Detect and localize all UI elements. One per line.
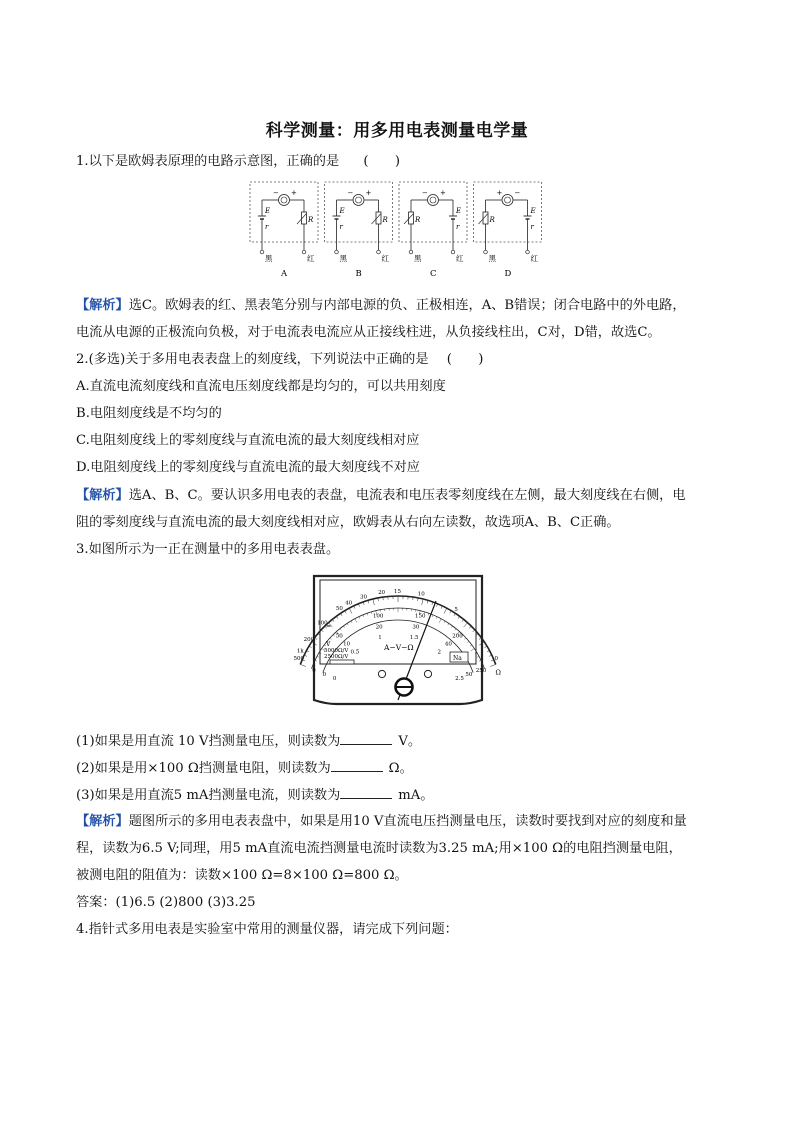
- svg-text:E: E: [339, 207, 345, 215]
- analysis-tag: 【解析】: [76, 814, 129, 829]
- meter-spec-1: 5000Ω/V: [324, 648, 349, 654]
- svg-text:黑: 黑: [488, 254, 496, 263]
- meter-ohm-tick-label: 30: [359, 594, 367, 601]
- svg-text:黑: 黑: [265, 254, 273, 263]
- meter-ohm-tick-label: 10: [417, 591, 425, 598]
- q2-option-b: B.电阻刻度线是不均匀的: [76, 406, 222, 421]
- meter-ohm-tick-label: 50: [335, 605, 343, 612]
- q2-analysis-line-2: 阻的零刻度线与直流电流的最大刻度线相对应，欧姆表从右向左读数，故选项A、B、C正确。: [76, 515, 620, 530]
- meter-dc-tick-label: 50: [465, 672, 473, 679]
- meter-dc-tick-label: 2.5: [455, 675, 464, 682]
- meter-ohm-tick-label: 15: [394, 589, 401, 595]
- svg-text:+: +: [365, 189, 372, 197]
- svg-text:+: +: [496, 189, 503, 197]
- analysis-text: 选C。欧姆表的红、黑表笔分别与内部电源的负、正极相连，A、B错误；闭合电路中的外电路，: [128, 298, 686, 313]
- svg-text:R: R: [382, 216, 388, 224]
- q2-option-d: D.电阻刻度线上的零刻度线与直流电流的最大刻度线不对应: [76, 460, 420, 475]
- svg-text:r: r: [456, 223, 460, 231]
- svg-text:黑: 黑: [339, 254, 347, 263]
- meter-ohm-unit: Ω: [495, 668, 501, 677]
- meter-dc-mark: =: [326, 623, 332, 630]
- svg-text:红: 红: [456, 254, 464, 263]
- galvanometer-icon: [428, 195, 439, 206]
- svg-text:红: 红: [381, 254, 389, 263]
- meter-dc-tick-label: 0: [322, 672, 327, 679]
- svg-text:红: 红: [307, 254, 315, 263]
- question-2-paren: ( ): [446, 352, 484, 367]
- meter-dc-tick-label: 40: [444, 641, 452, 648]
- meter-brand: Na: [453, 655, 462, 662]
- meter-spec-2: 2500Ω/V: [324, 654, 349, 660]
- question-2-stem: [76, 350, 736, 370]
- svg-text:−: −: [422, 189, 428, 197]
- answer-blank-1[interactable]: [340, 731, 392, 745]
- meter-dc-tick-label: 200: [452, 633, 463, 640]
- meter-ohm-tick-label: 1k: [296, 648, 304, 655]
- question-3-stem: 3.如图所示为一正在测量中的多用电表表盘。: [76, 542, 340, 557]
- circuit-option-label: A: [281, 269, 288, 279]
- svg-text:R: R: [308, 216, 314, 224]
- circuit-option-label: C: [430, 269, 437, 279]
- svg-text:r: r: [265, 223, 269, 231]
- svg-text:R: R: [415, 216, 421, 224]
- svg-text:−: −: [347, 189, 354, 197]
- galvanometer-icon: [279, 195, 290, 206]
- svg-text:E: E: [456, 207, 462, 215]
- q3-sub-3-text: (3)如果是用直流5 mA挡测量电流，则读数为: [76, 788, 341, 803]
- question-2-text: 2.(多选)关于多用电表表盘上的刻度线，下列说法中正确的是: [76, 352, 429, 367]
- q3-sub-3-unit: mA。: [398, 788, 434, 803]
- q3-analysis-line-2: 程，读数为6.5 V;同理，用5 mA直流电流挡测量电流时读数为3.25 mA;用×100 Ω的电阻挡测量电阻，: [76, 841, 682, 856]
- question-1-text: 1.以下是欧姆表原理的电路示意图，正确的是: [76, 154, 340, 169]
- meter-ohm-tick-label: 5: [454, 607, 458, 614]
- meter-screw-left: [378, 670, 385, 677]
- meter-dc-tick-label: 0: [312, 668, 316, 675]
- q2-option-a: A.直流电流刻度线和直流电压刻度线都是均匀的，可以共用刻度: [76, 379, 446, 394]
- meter-ohm-tick-label: 100: [317, 620, 328, 627]
- meter-dc-tick-label: 1.5: [409, 634, 419, 641]
- q1-circuit-figure: [248, 180, 548, 280]
- q1-analysis-line-1: [76, 296, 736, 316]
- svg-text:−: −: [514, 189, 521, 197]
- analysis-tag: 【解析】: [76, 488, 129, 503]
- svg-text:−: −: [273, 189, 279, 197]
- answer-blank-2[interactable]: [331, 758, 383, 772]
- analysis-tag: 【解析】: [76, 298, 129, 313]
- meter-ohm-tick-label: 200: [303, 637, 315, 644]
- question-1-stem: [76, 152, 736, 172]
- circuit-option-b: [325, 182, 393, 279]
- q3-answer: 答案：(1)6.5 (2)800 (3)3.25: [76, 895, 256, 910]
- q3-sub-1: [76, 731, 736, 752]
- circuit-option-label: D: [504, 269, 512, 279]
- meter-dc-tick-label: 0: [332, 675, 337, 682]
- svg-text:红: 红: [530, 254, 538, 263]
- svg-text:黑: 黑: [414, 254, 422, 263]
- svg-text:E: E: [265, 207, 271, 215]
- svg-text:+: +: [440, 189, 446, 197]
- q3-sub-2: [76, 758, 736, 779]
- meter-dc-tick-label: 30: [412, 624, 420, 631]
- circuit-option-d: [474, 182, 542, 279]
- q3-sub-1-text: (1)如果是用直流 10 V挡测量电压，则读数为: [76, 734, 341, 749]
- meter-avo-label: A−V−Ω: [384, 643, 414, 652]
- q2-option-c: C.电阻刻度线上的零刻度线与直流电流的最大刻度线相对应: [76, 433, 420, 448]
- q3-sub-2-text: (2)如果是用×100 Ω挡测量电阻，则读数为: [76, 761, 331, 776]
- q3-sub-1-unit: V。: [398, 734, 422, 749]
- meter-ohm-tick-label: 20: [378, 590, 386, 597]
- circuit-option-label: B: [355, 269, 362, 279]
- meter-dc-tick-label: 10: [343, 641, 351, 648]
- q3-analysis-line-3: 被测电阻的阻值为：读数×100 Ω=8×100 Ω=800 Ω。: [76, 868, 408, 883]
- question-1-paren: ( ): [363, 154, 401, 169]
- answer-blank-3[interactable]: [340, 785, 392, 799]
- meter-dc-tick-label: 2: [437, 649, 441, 656]
- circuit-option-a: [250, 182, 318, 279]
- svg-text:+: +: [291, 189, 297, 197]
- q1-analysis-line-2: 电流从电源的正极流向负极，对于电流表电流应从正接线柱进，从负接线柱出，C对，D错，故选C。: [76, 325, 661, 340]
- meter-dc-tick-label: 0.5: [350, 649, 360, 656]
- analysis-text: 题图所示的多用电表表盘中，如果是用10 V直流电压挡测量电压，读数时要找到对应的刻度和量: [128, 814, 687, 829]
- svg-text:E: E: [530, 207, 536, 215]
- multimeter-dial-figure: [293, 572, 501, 712]
- galvanometer-icon: [353, 195, 364, 206]
- page-title: 科学测量：用多用电表测量电学量: [265, 121, 529, 141]
- meter-ohm-tick-label: 0: [494, 655, 498, 662]
- q3-sub-2-unit: Ω。: [388, 761, 413, 776]
- meter-dc-tick-label: 1: [378, 634, 382, 641]
- meter-ohm-tick-label: 500: [293, 655, 305, 662]
- meter-dc-tick-label: 20: [375, 624, 383, 631]
- meter-screw-right: [424, 670, 431, 677]
- analysis-text: 选A、B、C。要认识多用电表的表盘，电流表和电压表零刻度线在左侧，最大刻度线在右侧，电: [128, 488, 686, 503]
- svg-text:r: r: [339, 223, 343, 231]
- q2-analysis-line-1: [76, 486, 736, 506]
- circuit-option-c: [399, 182, 467, 279]
- q3-analysis-line-1: [76, 812, 736, 832]
- meter-dc-tick-label: 150: [415, 613, 426, 620]
- galvanometer-icon: [502, 195, 513, 206]
- svg-text:R: R: [489, 216, 495, 224]
- meter-ohm-tick-label: 40: [345, 600, 353, 607]
- meter-dc-tick-label: 100: [372, 613, 384, 620]
- q3-sub-3: [76, 785, 736, 806]
- meter-dc-tick-label: 250: [475, 668, 487, 675]
- meter-dc-tick-label: 50: [335, 633, 343, 640]
- svg-text:r: r: [530, 223, 534, 231]
- question-4-stem: 4.指针式多用电表是实验室中常用的测量仪器，请完成下列问题：: [76, 922, 458, 937]
- meter-v-mark: V: [326, 641, 331, 648]
